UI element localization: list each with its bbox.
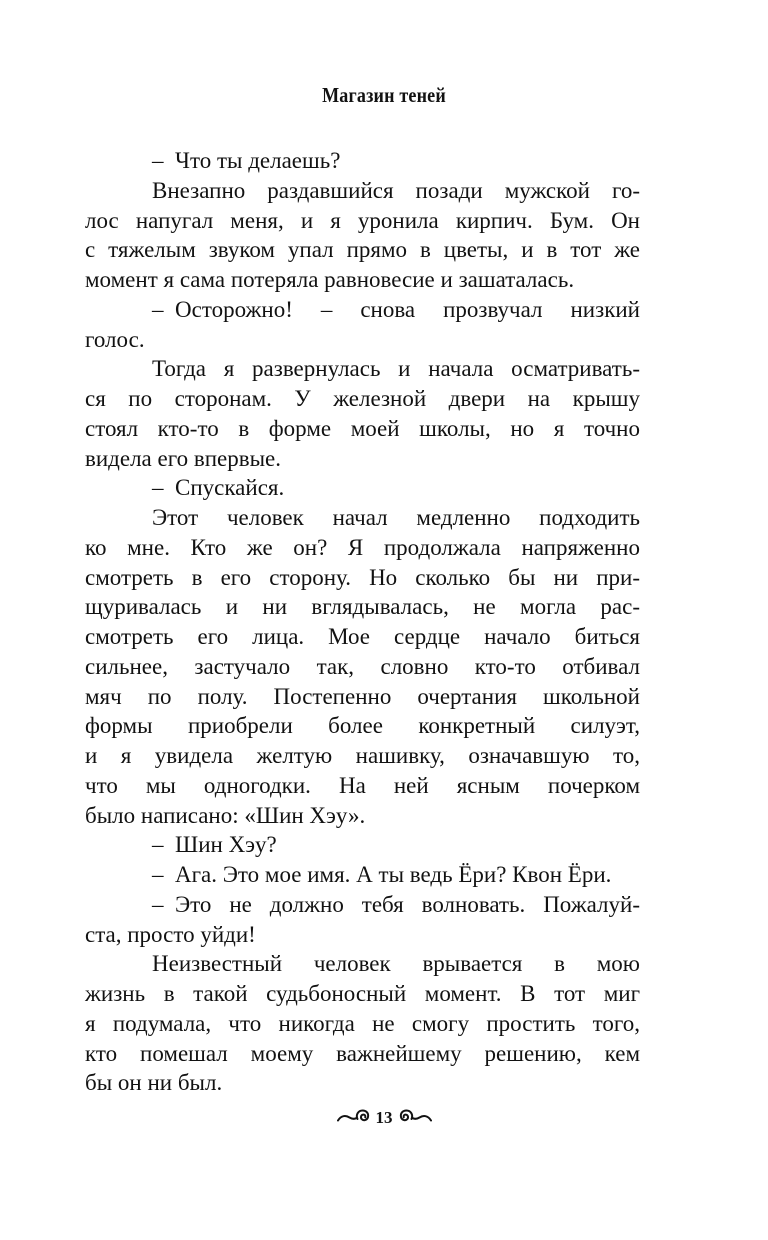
text-line: я подумала, что никогда не смогу простить того, bbox=[85, 1010, 640, 1036]
text-line: ся по сторонам. У железной двери на крышу bbox=[85, 386, 640, 411]
running-head-title: Магазин теней bbox=[322, 83, 446, 107]
text-line: – Осторожно! – снова прозвучал низкий bbox=[152, 296, 640, 322]
page-number: 13 bbox=[375, 1108, 393, 1127]
text-line: бы он ни был. bbox=[85, 1070, 223, 1096]
text-line: сильнее, застучало так, словно кто-то отбивал bbox=[85, 653, 640, 679]
text-line: – Ага. Это мое имя. А ты ведь Ёри? Квон Ёри. bbox=[152, 862, 612, 887]
text-line: – Что ты делаешь? bbox=[152, 148, 341, 173]
text-line: смотреть его лица. Мое сердце начало биться bbox=[85, 624, 640, 649]
text-line: было написано: «Шин Хэу». bbox=[85, 802, 366, 828]
text-line: – Это не должно тебя волновать. Пожалуй- bbox=[152, 891, 640, 917]
text-line: момент я сама потеряла равновесие и зашаталась. bbox=[85, 267, 575, 292]
text-line: ко мне. Кто же он? Я продолжала напряженно bbox=[85, 534, 640, 560]
text-block bbox=[85, 146, 640, 1098]
text-line: Тогда я развернулась и начала осматривать- bbox=[152, 356, 640, 382]
text-line: стоял кто-то в форме моей школы, но я точно bbox=[85, 415, 640, 441]
text-line: – Шин Хэу? bbox=[152, 832, 277, 858]
swirl-flourish-left-icon bbox=[337, 1109, 370, 1125]
text-line: видела его впервые. bbox=[85, 445, 281, 471]
text-line: формы приобрели более конкретный силуэт, bbox=[85, 713, 640, 739]
text-line: кто помешал моему важнейшему решению, кем bbox=[85, 1040, 640, 1066]
text-line: Внезапно раздавшийся позади мужской го- bbox=[152, 177, 640, 203]
text-line: щуривалась и ни вглядывалась, не могла рас- bbox=[85, 594, 640, 620]
text-line: Этот человек начал медленно подходить bbox=[152, 505, 640, 530]
text-line: Неизвестный человек врывается в мою bbox=[152, 951, 640, 977]
running-head bbox=[0, 83, 768, 108]
text-line: смотреть в его сторону. Но сколько бы ни при- bbox=[85, 564, 640, 590]
swirl-flourish-right-icon bbox=[399, 1109, 432, 1125]
text-line: с тяжелым звуком упал прямо в цветы, и в тот же bbox=[85, 237, 640, 263]
text-line: жизнь в такой судьбоносный момент. В тот миг bbox=[85, 981, 640, 1006]
text-line: ста, просто уйди! bbox=[85, 921, 256, 947]
page-footer bbox=[0, 1108, 768, 1126]
text-line: что мы одногодки. На ней ясным почерком bbox=[85, 772, 640, 798]
text-line: – Спускайся. bbox=[152, 475, 285, 501]
text-line: лос напугал меня, и я уронила кирпич. Бум. Он bbox=[85, 207, 640, 233]
text-line: мяч по полу. Постепенно очертания школьной bbox=[85, 683, 640, 709]
text-line: голос. bbox=[85, 326, 145, 352]
text-line: и я увидела желтую нашивку, означавшую то, bbox=[85, 743, 640, 768]
